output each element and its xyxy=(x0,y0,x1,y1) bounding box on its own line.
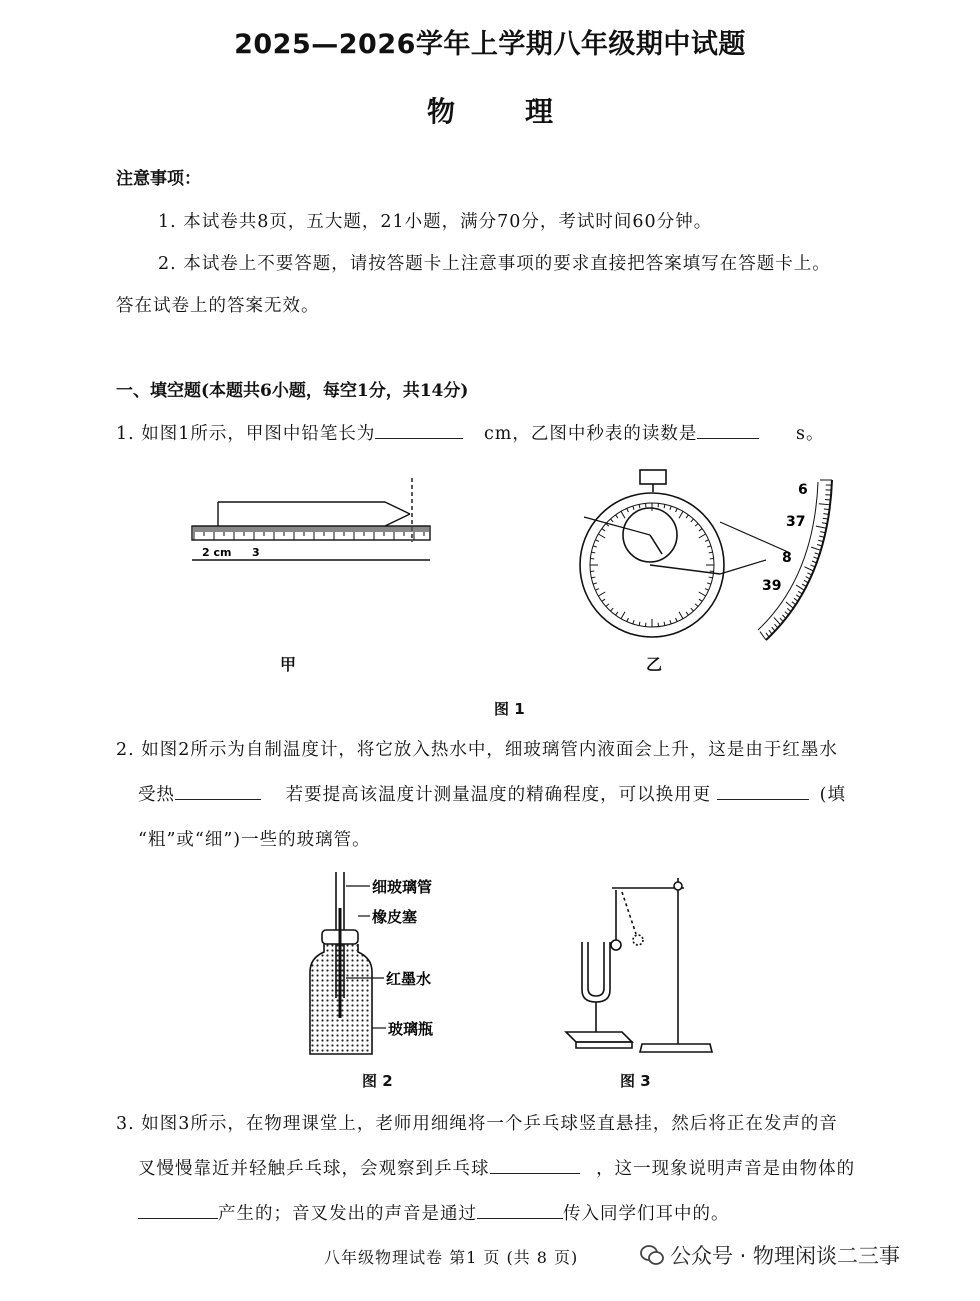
watermark xyxy=(640,1240,900,1270)
stopwatch-tick xyxy=(602,599,605,601)
scale-tick xyxy=(824,509,830,510)
figure2-caption: 图 2 xyxy=(362,1072,393,1090)
scale-tick xyxy=(782,615,786,618)
q3-text-b: ，这一现象说明声音是由物体的 xyxy=(596,1159,856,1179)
ruler-unit-label: 2 cm xyxy=(202,546,232,559)
stopwatch-tick xyxy=(679,612,683,619)
scale-tick xyxy=(804,580,808,582)
stopwatch-tick xyxy=(695,604,698,607)
note-item-2: 2. 本试卷上不要答题，请按答题卡上注意事项的要求直接把答案填写在答题卡上。 xyxy=(158,254,831,274)
scale-tick xyxy=(807,573,811,575)
stopwatch-tick xyxy=(602,529,605,531)
q2-text-c: (填 xyxy=(819,785,846,805)
scale-tick xyxy=(786,602,794,608)
q3-text-a: 叉慢慢靠近并轻触乒乓球，会观察到乒乓球 xyxy=(138,1159,490,1179)
q1-text-3: s。 xyxy=(795,424,825,444)
figure2-thermometer xyxy=(300,868,460,1063)
section-heading: 一、填空题(本题共6小题，每空1分，共14分) xyxy=(116,381,469,401)
ruler-number-label: 3 xyxy=(252,546,260,559)
label-thin-tube: 细玻璃管 xyxy=(372,878,433,896)
q2-blank-1[interactable] xyxy=(175,781,261,800)
figure1-stopwatch xyxy=(570,462,850,672)
scale-tick xyxy=(780,618,783,622)
scale-tick xyxy=(760,632,766,640)
stopwatch-tick xyxy=(616,612,618,615)
question-1 xyxy=(116,420,824,445)
figure1-caption: 图 1 xyxy=(494,700,525,718)
stopwatch-tick xyxy=(709,577,713,578)
stopwatch-tick xyxy=(699,599,702,601)
q3-blank-1[interactable] xyxy=(490,1155,580,1174)
stopwatch-tick xyxy=(591,577,595,578)
stopwatch-tick xyxy=(616,515,618,518)
stopwatch-tick xyxy=(627,508,629,512)
scale-tick xyxy=(769,630,772,634)
label-rubber-stopper: 橡皮塞 xyxy=(372,908,418,926)
label-glass-bottle: 玻璃瓶 xyxy=(388,1020,434,1038)
q2-text-b: 若要提高该温度计测量温度的精确程度，可以换用更 xyxy=(285,785,712,805)
stopwatch-tick xyxy=(598,592,605,596)
scale-tick xyxy=(794,598,798,601)
wechat-icon xyxy=(640,1244,664,1266)
scale-tick xyxy=(792,602,796,605)
scale-label-6: 6 xyxy=(798,482,808,498)
q3-text-c: 产生的；音叉发出的声音是通过 xyxy=(218,1204,477,1224)
stopwatch-tick xyxy=(707,583,711,584)
page-footer: 八年级物理试卷 第1 页 (共 8 页) xyxy=(324,1248,579,1267)
stopwatch-tick xyxy=(598,534,605,538)
scale-tick xyxy=(787,608,791,611)
stopwatch-tick xyxy=(686,612,688,615)
stopwatch-tick xyxy=(639,504,640,508)
label-red-ink: 红墨水 xyxy=(386,970,432,988)
stopwatch-tick xyxy=(639,622,640,626)
stopwatch-tick xyxy=(705,540,709,542)
stopwatch-tick xyxy=(595,589,599,591)
scale-tick xyxy=(805,567,814,571)
scale-tick xyxy=(806,577,810,579)
subject-title: 物理 xyxy=(426,95,623,128)
q3-text-d: 传入同学们耳中的。 xyxy=(563,1204,730,1224)
q1-text-2: cm，乙图中秒表的读数是 xyxy=(483,424,698,444)
scale-label-8: 8 xyxy=(782,550,792,566)
q2-line-1: 2. 如图2所示为自制温度计，将它放入热水中，细玻璃管内液面会上升，这是由于红墨水 xyxy=(116,740,838,760)
scale-label-37: 37 xyxy=(786,514,806,530)
note-item-2-cont: 答在试卷上的答案无效。 xyxy=(116,296,320,316)
stopwatch-tick xyxy=(670,620,671,624)
stopwatch-tick xyxy=(633,506,634,510)
stopwatch-tick xyxy=(664,622,665,626)
stopwatch-tick xyxy=(676,508,678,512)
scale-tick xyxy=(798,591,802,594)
stopwatch-tick xyxy=(593,546,597,547)
q1-blank-2[interactable] xyxy=(697,420,759,439)
q2-text-a: 受热 xyxy=(138,785,175,805)
q2-blank-2[interactable] xyxy=(717,781,809,800)
scale-tick xyxy=(772,627,775,631)
scale-tick xyxy=(816,526,827,528)
stopwatch-tick xyxy=(691,519,694,522)
notes-heading: 注意事项： xyxy=(116,169,201,189)
scale-tick xyxy=(796,595,800,598)
q3-blank-3[interactable] xyxy=(477,1200,563,1219)
exam-title: 2025—2026学年上学期八年级期中试题 xyxy=(234,29,746,60)
figure1-label-jia: 甲 xyxy=(280,655,297,674)
stopwatch-tick xyxy=(686,515,688,518)
scale-tick xyxy=(785,612,789,615)
q2-line-2 xyxy=(138,781,846,806)
q1-text-1: 1. 如图1所示，甲图中铅笔长为 xyxy=(116,424,376,444)
stopwatch-tick xyxy=(593,583,597,584)
stopwatch-tick xyxy=(606,604,609,607)
figure1-pencil-ruler xyxy=(190,470,440,580)
stopwatch-tick xyxy=(676,618,678,622)
scale-tick xyxy=(766,633,769,637)
figure3-tuning-fork xyxy=(560,870,730,1060)
scale-tick xyxy=(774,617,781,624)
stopwatch-tick xyxy=(611,519,614,522)
stopwatch-tick xyxy=(621,511,625,518)
scale-tick xyxy=(818,540,823,541)
q3-blank-2[interactable] xyxy=(138,1200,218,1219)
scale-tick xyxy=(775,624,778,628)
stopwatch-tick xyxy=(664,504,665,508)
scale-tick xyxy=(811,547,821,550)
q1-blank-1[interactable] xyxy=(375,420,463,439)
scale-tick xyxy=(796,585,804,590)
stopwatch-tick xyxy=(611,608,614,611)
stopwatch-tick xyxy=(627,618,629,622)
scale-tick xyxy=(802,584,806,587)
figure3-caption: 图 3 xyxy=(620,1072,651,1090)
stopwatch-tick xyxy=(679,511,683,518)
stopwatch-tick xyxy=(670,506,671,510)
stopwatch-tick xyxy=(709,552,713,553)
scale-tick xyxy=(817,545,822,546)
note-item-1: 1. 本试卷共8页，五大题，21小题，满分70分，考试时间60分钟。 xyxy=(158,212,713,232)
stopwatch-tick xyxy=(699,592,706,596)
stopwatch-tick xyxy=(699,534,706,538)
q3-line-3 xyxy=(138,1200,730,1225)
scale-label-39: 39 xyxy=(762,578,782,594)
stopwatch-tick xyxy=(695,524,698,527)
stopwatch-tick xyxy=(699,529,702,531)
watermark-text: 公众号 · 物理闲谈二三事 xyxy=(670,1244,901,1268)
q3-line-2 xyxy=(138,1155,855,1180)
q2-line-3: “粗”或“细”)一些的玻璃管。 xyxy=(138,830,371,850)
stopwatch-tick xyxy=(621,612,625,619)
stopwatch-tick xyxy=(633,620,634,624)
q3-line-1: 3. 如图3所示，在物理课堂上，老师用细绳将一个乒乓球竖直悬挂，然后将正在发声的音 xyxy=(116,1114,838,1134)
stopwatch-tick xyxy=(691,608,694,611)
stopwatch-tick xyxy=(595,540,599,542)
scale-tick xyxy=(819,504,830,505)
stopwatch-tick xyxy=(705,589,709,591)
figure1-label-yi: 乙 xyxy=(646,655,663,674)
stopwatch-tick xyxy=(591,552,595,553)
stopwatch-tick xyxy=(707,546,711,547)
